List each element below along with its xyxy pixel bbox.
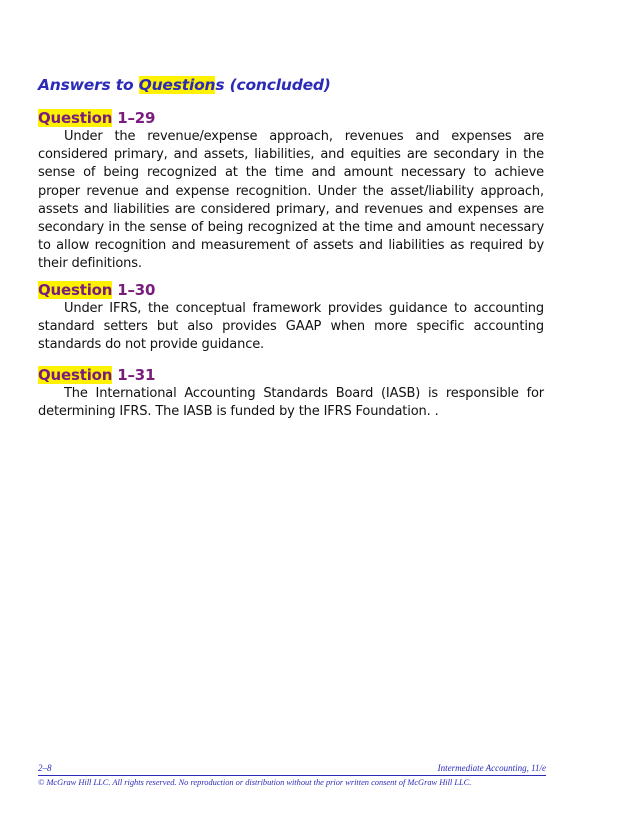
heading-prefix: Answers to: [38, 76, 139, 94]
question-title: [38, 281, 544, 300]
answer-text: The International Accounting Standards Board (IASB) is responsible for determining IFRS. The IASB is funded by the IFRS Foundation. .: [38, 386, 544, 420]
question-number: 1–29: [112, 109, 156, 127]
question-label: Question: [38, 109, 113, 127]
heading-highlight: Question: [138, 76, 216, 94]
heading-suffix: s (concluded): [215, 76, 331, 94]
question-label: Question: [38, 366, 113, 384]
footer-divider: [38, 775, 546, 776]
footer-copyright: © McGraw Hill LLC. All rights reserved. No reproduction or distribution without the prior written consent of McGraw Hill LLC.: [38, 778, 472, 787]
question-title: [38, 109, 544, 128]
footer-book-title: Intermediate Accounting, 11/e: [437, 763, 546, 773]
answer-text: Under IFRS, the conceptual framework provides guidance to accounting standard setters but also provides GAAP when more specific accounting standards do not provide guidance.: [38, 301, 544, 353]
question-block-1-31: [38, 366, 544, 421]
page-heading: [38, 76, 331, 94]
question-label: Question: [38, 281, 113, 299]
footer-page-number: 2–8: [38, 763, 52, 773]
question-block-1-29: [38, 109, 544, 274]
question-title: [38, 366, 544, 385]
question-number: 1–31: [112, 366, 156, 384]
question-number: 1–30: [112, 281, 156, 299]
question-block-1-30: [38, 281, 544, 355]
answer-text: Under the revenue/expense approach, revenues and expenses are considered primary, and assets, liabilities, and equities are secondary in the sense of being recognized at the time and amount necessary to achieve proper revenue and expense recognition. Under the asset/liability approach, assets and liabilities are considered primary, and revenues and expenses are secondary in the sense of being recognized at the time and amount necessary to allow recognition and measurement of assets and liabilities as required by their definitions.: [38, 129, 544, 272]
